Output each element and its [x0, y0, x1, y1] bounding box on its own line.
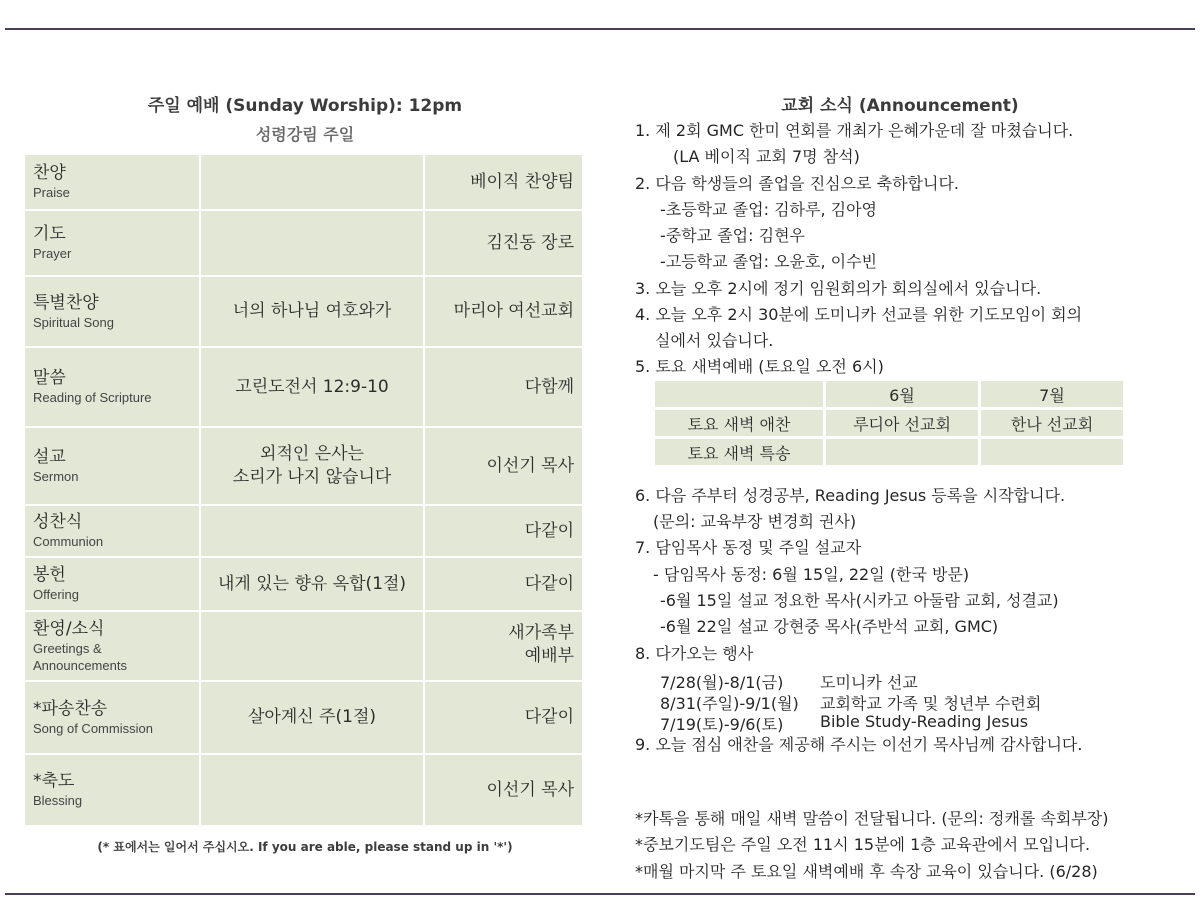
item-content [201, 211, 424, 275]
table-header-cell: 7월 [981, 381, 1123, 407]
item-korean: 성찬식 [33, 512, 83, 532]
announcement-line: (문의: 교육부장 변경희 권사) [653, 512, 857, 531]
table-row [25, 211, 582, 275]
item-korean: 말씀 [33, 368, 66, 388]
item-content [201, 155, 424, 209]
item-content: 너의 하나님 여호와가 [201, 277, 424, 346]
item-content [201, 755, 424, 825]
item-english-line-2: Announcements [33, 657, 127, 673]
item-korean: 봉헌 [33, 565, 66, 585]
table-row [25, 755, 582, 825]
item-content [201, 428, 424, 504]
event-name: 도미니카 선교 [820, 673, 918, 692]
item-content: 살아계신 주(1절) [201, 682, 424, 753]
table-row [25, 348, 582, 426]
table-row [655, 410, 1123, 436]
table-row [655, 439, 1123, 465]
worship-title: 주일 예배 (Sunday Worship): 12pm [147, 96, 463, 116]
item-leader: 다같이 [425, 682, 582, 753]
item-korean: *파송찬송 [33, 698, 108, 719]
item-leader: 다같이 [425, 558, 582, 610]
announcement-line: -초등학교 졸업: 김하루, 김아영 [660, 200, 877, 219]
announcement-line: 1. 제 2회 GMC 한미 연회를 개최가 은혜가운데 잘 마쳤습니다. [635, 121, 1074, 140]
announcement-line: 8. 다가오는 행사 [635, 644, 754, 663]
item-leader: 다같이 [425, 506, 582, 556]
table-row [25, 277, 582, 346]
sermon-title-line-1: 외적인 은사는 [260, 444, 364, 464]
item-korean: *축도 [33, 771, 75, 791]
table-row [25, 558, 582, 610]
leader-line-2: 예배부 [524, 646, 574, 666]
table-header-row [655, 381, 1123, 407]
leader-line-1: 새가족부 [508, 623, 574, 643]
standing-note: (* 표에서는 일어서 주십시오. If you are able, please stand up in '*') [97, 840, 513, 854]
announcement-line: 5. 토요 새벽예배 (토요일 오전 6시) [635, 357, 884, 376]
event-date: 7/28(월)-8/1(금) [660, 673, 784, 692]
item-english: Blessing [33, 793, 83, 808]
sermon-title-line-2: 소리가 나지 않습니다 [232, 467, 392, 487]
item-leader: 다함께 [425, 348, 582, 426]
announcement-line: 7. 담임목사 동정 및 주일 설교자 [635, 538, 862, 557]
table-cell [981, 439, 1123, 465]
table-header-cell: 6월 [826, 381, 978, 407]
item-korean: 설교 [33, 447, 66, 467]
item-leader: 이선기 목사 [425, 755, 582, 825]
item-korean: 환영/소식 [33, 618, 105, 639]
worship-order-table [23, 153, 584, 827]
item-korean: 기도 [33, 224, 66, 244]
table-row [25, 428, 582, 504]
top-divider [5, 28, 1195, 30]
table-row [25, 612, 582, 680]
announcement-line: 9. 오늘 점심 애찬을 제공해 주시는 이선기 목사님께 감사합니다. [635, 735, 1083, 754]
announcement-line: 6. 다음 주부터 성경공부, Reading Jesus 등록을 시작합니다. [635, 486, 1066, 505]
announcements-title: 교회 소식 (Announcement) [781, 96, 1019, 116]
item-korean: 찬양 [33, 163, 66, 183]
item-english: Prayer [33, 246, 72, 261]
item-english: Sermon [33, 469, 79, 484]
event-date: 7/19(토)-9/6(토) [660, 715, 784, 734]
announcement-line: - 담임목사 동정: 6월 15일, 22일 (한국 방문) [653, 565, 970, 584]
announcement-line: -6월 22일 설교 강현중 목사(주반석 교회, GMC) [660, 617, 999, 636]
announcement-line: 4. 오늘 오후 2시 30분에 도미니카 선교를 위한 기도모임이 회의 [635, 305, 1083, 324]
bottom-divider [5, 893, 1195, 895]
event-date: 8/31(주일)-9/1(월) [660, 694, 799, 713]
item-leader: 마리아 여선교회 [425, 277, 582, 346]
worship-subtitle: 성령강림 주일 [255, 125, 355, 144]
table-cell: 루디아 선교회 [826, 410, 978, 436]
announcement-line: -6월 15일 설교 정요한 목사(시카고 아둘람 교회, 성결교) [660, 591, 1059, 610]
announcement-line: 실에서 있습니다. [655, 331, 774, 350]
footnote-line: *중보기도팀은 주일 오전 11시 15분에 1층 교육관에서 모입니다. [635, 835, 1091, 854]
table-cell: 토요 새벽 애찬 [655, 410, 823, 436]
item-english: Spiritual Song [33, 314, 114, 330]
item-english: Offering [33, 587, 80, 602]
item-english: Praise [33, 185, 70, 200]
item-leader: 베이직 찬양팀 [425, 155, 582, 209]
footnote-line: *카톡을 통해 매일 새벽 말씀이 전달됩니다. (문의: 정캐롤 속회부장) [635, 809, 1109, 828]
announcement-line: -고등학교 졸업: 오윤호, 이수빈 [660, 252, 877, 271]
item-korean: 특별찬양 [33, 292, 99, 313]
table-row [25, 155, 582, 209]
table-row [25, 682, 582, 753]
item-leader: 김진동 장로 [425, 211, 582, 275]
table-row [25, 506, 582, 556]
item-content [201, 506, 424, 556]
item-content: 고린도전서 12:9-10 [201, 348, 424, 426]
announcement-line: 3. 오늘 오후 2시에 정기 임원회의가 회의실에서 있습니다. [635, 279, 1042, 298]
table-header-cell [655, 381, 823, 407]
item-english-line-1: Greetings & [33, 640, 102, 656]
dawn-service-schedule-table [652, 378, 1126, 468]
table-cell [826, 439, 978, 465]
item-leader [425, 612, 582, 680]
announcement-line: 2. 다음 학생들의 졸업을 진심으로 축하합니다. [635, 174, 959, 193]
item-english: Communion [33, 534, 104, 549]
table-cell: 토요 새벽 특송 [655, 439, 823, 465]
table-cell: 한나 선교회 [981, 410, 1123, 436]
event-name: 교회학교 가족 및 청년부 수련회 [820, 694, 1042, 713]
item-content: 내게 있는 향유 옥합(1절) [201, 558, 424, 610]
announcement-line: (LA 베이직 교회 7명 참석) [673, 147, 860, 166]
item-leader: 이선기 목사 [425, 428, 582, 504]
item-english: Song of Commission [33, 720, 153, 736]
item-english: Reading of Scripture [33, 390, 152, 405]
footnote-line: *매월 마지막 주 토요일 새벽예배 후 속장 교육이 있습니다. (6/28) [635, 862, 1098, 881]
item-content [201, 612, 424, 680]
announcement-line: -중학교 졸업: 김현우 [660, 226, 805, 245]
event-name: Bible Study-Reading Jesus [820, 712, 1029, 731]
